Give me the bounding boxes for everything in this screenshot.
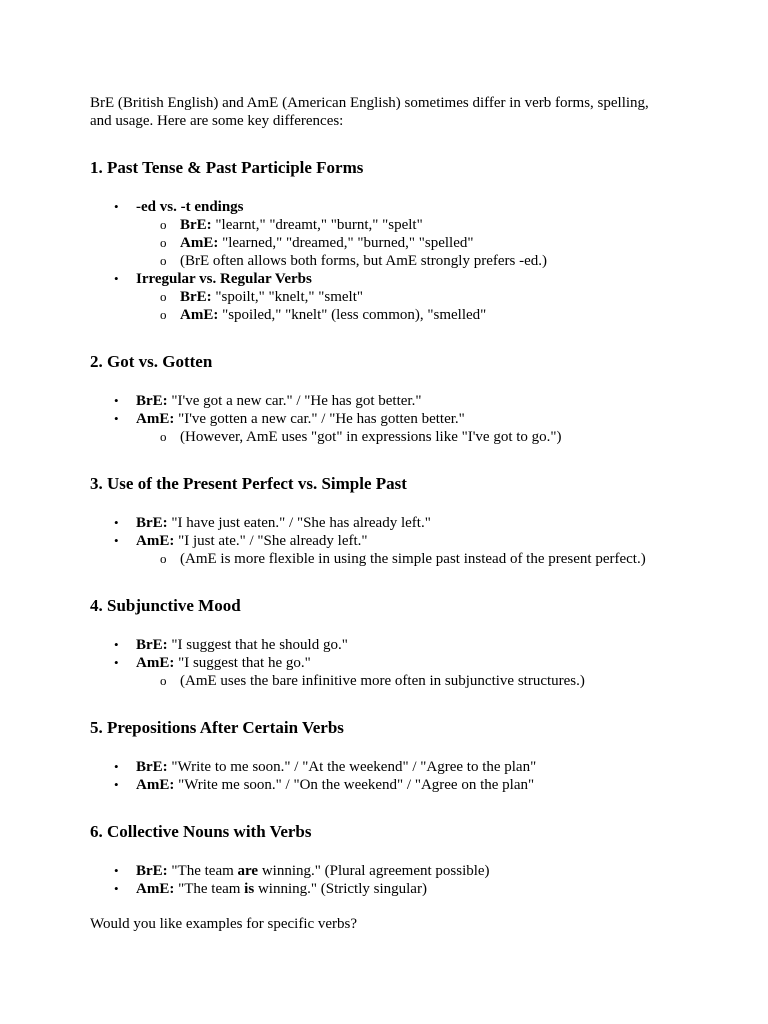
section-heading: 4. Subjunctive Mood [90,596,241,615]
sub-list [136,216,678,270]
item-label: BrE: [136,863,168,879]
item-text: "Write me soon." / "On the weekend" / "Agree on the plan" [174,777,535,793]
item-text: (AmE is more flexible in using the simple past instead of the present perfect.) [180,551,646,567]
sub-item [136,550,678,568]
item-label: -ed vs. -t endings [136,199,244,215]
item-label: AmE: [136,411,175,427]
sub-list [136,288,678,324]
section [90,473,678,568]
sub-item [136,428,678,446]
sub-item [136,216,678,234]
sub-item [136,252,678,270]
sub-item [136,672,678,690]
sub-item [136,306,678,324]
section-heading: 3. Use of the Present Perfect vs. Simple Past [90,474,407,493]
sub-item [136,288,678,306]
section-heading: 6. Collective Nouns with Verbs [90,822,312,841]
section-heading: 5. Prepositions After Certain Verbs [90,718,344,737]
section-heading: 2. Got vs. Gotten [90,352,213,371]
item-text-emphasis: are [237,863,259,879]
item-text: "spoilt," "knelt," "smelt" [211,289,363,305]
bullet-item [90,862,678,880]
section [90,717,678,794]
item-text: "learnt," "dreamt," "burnt," "spelt" [211,217,423,233]
item-text: "spoiled," "knelt" (less common), "smelled" [218,307,487,323]
item-label: AmE: [136,777,175,793]
section [90,351,678,446]
bullet-item [90,514,678,532]
bullet-item [90,532,678,568]
bullet-item [90,410,678,446]
item-label: BrE: [136,637,168,653]
bullet-list [90,198,678,324]
item-label: AmE: [180,235,219,251]
closing-question: Would you like examples for specific verbs? [90,916,358,932]
bullet-item [90,198,678,270]
bullet-item [90,636,678,654]
item-text: "I've got a new car." / "He has got better." [167,393,422,409]
item-text: (However, AmE uses "got" in expressions like "I've got to go.") [180,429,562,445]
bullet-item [90,880,678,898]
item-text-post: winning." (Plural agreement possible) [258,863,490,879]
intro-paragraph: BrE (British English) and AmE (American English) sometimes differ in verb forms, spelling, and usage. Here are some key differences: [90,95,649,129]
bullet-list [90,392,678,446]
section-heading: 1. Past Tense & Past Participle Forms [90,158,364,177]
item-label: BrE: [180,217,212,233]
item-text: "Write to me soon." / "At the weekend" / "Agree to the plan" [167,759,537,775]
sub-list [136,550,678,568]
item-text-post: winning." (Strictly singular) [254,881,427,897]
item-text-pre: "The team [174,881,245,897]
bullet-item [90,654,678,690]
bullet-item [90,270,678,324]
section [90,821,678,898]
item-text: (BrE often allows both forms, but AmE strongly prefers -ed.) [180,253,548,269]
sub-list [136,428,678,446]
item-label: BrE: [136,515,168,531]
item-label: BrE: [136,759,168,775]
item-text: (AmE uses the bare infinitive more often in subjunctive structures.) [180,673,585,689]
bullet-item [90,392,678,410]
item-label: AmE: [136,881,175,897]
item-text-pre: "The team [167,863,238,879]
item-text: "learned," "dreamed," "burned," "spelled" [218,235,474,251]
section [90,157,678,324]
sub-list [136,672,678,690]
bullet-item [90,758,678,776]
section [90,595,678,690]
sections-container [90,157,678,898]
item-text: "I've gotten a new car." / "He has gotten better." [174,411,465,427]
bullet-list [90,636,678,690]
item-text-emphasis: is [244,881,255,897]
item-text: "I suggest that he go." [174,655,311,671]
bullet-list [90,862,678,898]
bullet-item [90,776,678,794]
item-label: AmE: [180,307,219,323]
bullet-list [90,758,678,794]
item-text: "I just ate." / "She already left." [174,533,368,549]
item-label: Irregular vs. Regular Verbs [136,271,312,287]
sub-item [136,234,678,252]
item-label: BrE: [136,393,168,409]
item-text: "I have just eaten." / "She has already left." [167,515,431,531]
item-label: AmE: [136,655,175,671]
item-label: BrE: [180,289,212,305]
item-text: "I suggest that he should go." [167,637,348,653]
item-label: AmE: [136,533,175,549]
bullet-list [90,514,678,568]
